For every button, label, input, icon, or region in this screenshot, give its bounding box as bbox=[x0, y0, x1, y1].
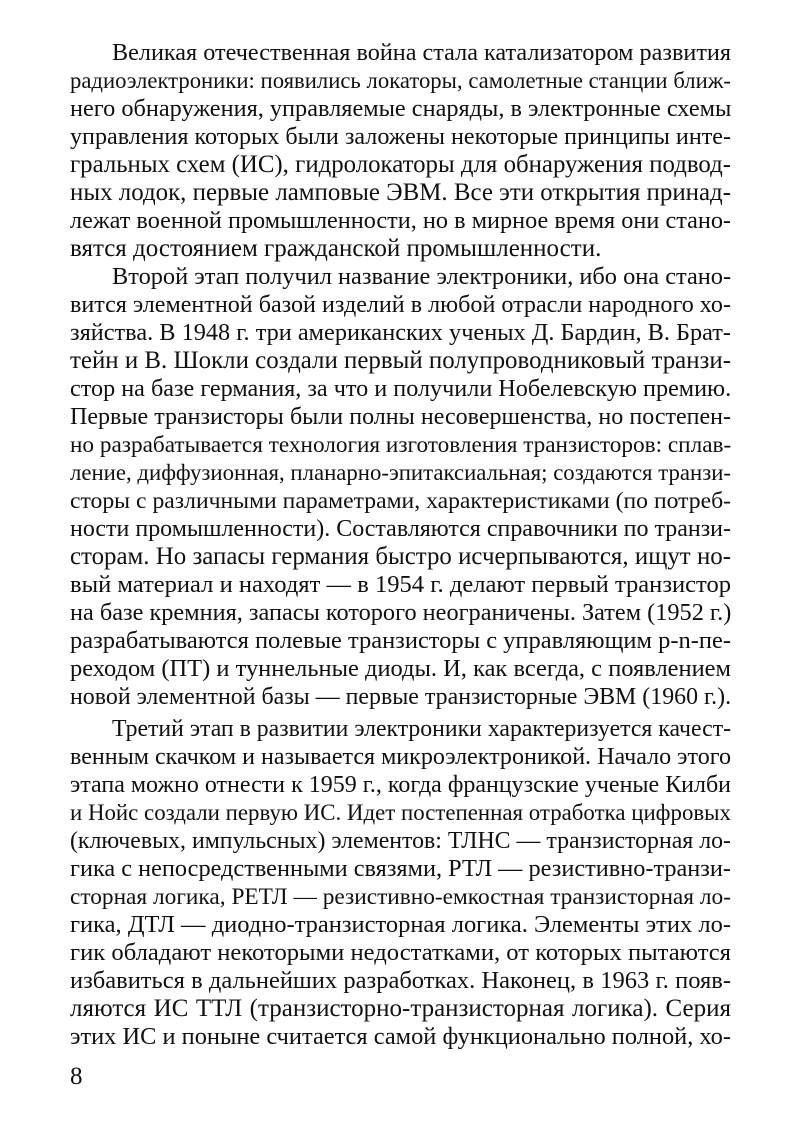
paragraph-2-line-2: вится элементной базой изделий в любой отрасли народного хо- bbox=[70, 292, 731, 318]
paragraph-3-line-12: этих ИС и поныне считается самой функционально полной, хо- bbox=[70, 1023, 731, 1050]
paragraph-2-line-5: стор на базе германия, за что и получили Нобелевскую премию. bbox=[70, 375, 731, 402]
paragraph-2-line-3: зяйства. В 1948 г. три американских ученых Д. Бардин, В. Брат- bbox=[70, 319, 731, 346]
paragraph-1-line-5: гральных схем (ИС), гидролокаторы для обнаружения подвод- bbox=[70, 151, 731, 178]
paragraph-3-line-10: избавиться в дальнейших разработках. Наконец, в 1963 г. появ- bbox=[70, 967, 731, 994]
paragraph-1-line-4: управления которых были заложены некоторые принципы инте- bbox=[70, 124, 731, 150]
paragraph-1-line-7: лежат военной промышленности, но в мирное время они стано- bbox=[70, 207, 731, 234]
paragraph-2-line-1: Второй этап получил название электроники, ибо она стано- bbox=[112, 263, 731, 290]
paragraph-3-line-1: Третий этап в развитии электроники характеризуется качест- bbox=[112, 716, 731, 742]
paragraph-2-line-10: ности промышленности). Составляются справочники по транзи- bbox=[70, 516, 731, 542]
paragraph-2-line-11: сторам. Но запасы германия быстро исчерпываются, ищут но- bbox=[70, 543, 731, 570]
paragraph-3-line-7: сторная логика, РЕТЛ — резистивно-емкостная транзисторная ло- bbox=[70, 884, 731, 910]
paragraph-2-line-7: но разрабатывается технология изготовления транзисторов: сплав- bbox=[70, 432, 731, 458]
paragraph-2-line-12: вый материал и находят — в 1954 г. делают первый транзистор bbox=[70, 571, 731, 598]
paragraph-1-line-8: вятся достоянием гражданской промышленности. bbox=[70, 235, 602, 262]
paragraph-2-line-13: на базе кремния, запасы которого неограничены. Затем (1952 г.) bbox=[70, 599, 731, 626]
paragraph-2-line-16: новой элементной базы — первые транзисторные ЭВМ (1960 г.). bbox=[70, 684, 731, 710]
paragraph-1-line-2: радиоэлектроники: появились локаторы, самолетные станции ближ- bbox=[70, 68, 731, 93]
paragraph-2-line-8: ление, диффузионная, планарно-эпитаксиальная; создаются транзи- bbox=[70, 460, 731, 485]
paragraph-3-line-3: этапа можно отнести к 1959 г., когда французские ученые Килби bbox=[70, 772, 731, 798]
paragraph-2-line-4: тейн и В. Шокли создали первый полупроводниковый транзи- bbox=[70, 347, 731, 374]
paragraph-2-line-15: реходом (ПТ) и туннельные диоды. И, как всегда, с появлением bbox=[70, 655, 731, 682]
paragraph-3-line-6: гика с непосредственными связями, РТЛ — резистивно-транзи- bbox=[70, 855, 731, 882]
paragraph-3-line-2: венным скачком и называется микроэлектроникой. Начало этого bbox=[70, 744, 731, 770]
paragraph-1-line-1: Великая отечественная война стала катализатором развития bbox=[112, 39, 731, 66]
paragraph-2-line-6: Первые транзисторы были полны несовершенства, но постепен- bbox=[70, 404, 731, 430]
paragraph-2-line-9: сторы с различными параметрами, характеристиками (по потреб- bbox=[70, 488, 731, 514]
paragraph-2-line-14: разрабатываются полевые транзисторы с управляющим p-n-пе- bbox=[70, 627, 731, 654]
paragraph-1-line-3: него обнаружения, управляемые снаряды, в электронные схемы bbox=[70, 95, 731, 122]
paragraph-3-line-11: ляются ИС ТТЛ (транзисторно-транзисторная логика). Серия bbox=[70, 995, 731, 1022]
paragraph-1-line-6: ных лодок, первые ламповые ЭВМ. Все эти открытия принад- bbox=[70, 179, 731, 206]
paragraph-3-line-5: (ключевых, импульсных) элементов: ТЛНС — транзисторная ло- bbox=[70, 828, 731, 854]
paragraph-3-line-8: гика, ДТЛ — диодно-транзисторная логика. Элементы этих ло- bbox=[70, 911, 731, 938]
paragraph-3-line-9: гик обладают некоторыми недостатками, от которых пытаются bbox=[70, 939, 731, 966]
page-number: 8 bbox=[70, 1063, 83, 1090]
paragraph-3-line-4: и Нойс создали первую ИС. Идет постепенная отработка цифровых bbox=[70, 800, 731, 825]
